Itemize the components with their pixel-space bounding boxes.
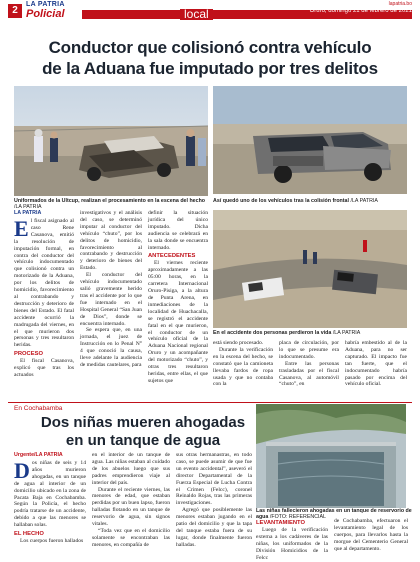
article1-paragraph: El fiscal Casanova, explicó que tras los actuados [14,358,74,379]
article2-column-4 [256,518,328,562]
article2-paragraph: de Cochabamba, efectuaron el levantamiento legal de los cuerpos, para llevarlos hasta la morgue del Cementerio General que al departamento. [334,518,408,552]
article1-paragraph: habría embestido al de la Aduana, para no ser capturado. El impacto fue tan fuerte, que el indocumentado habría pasado por encima del vehículo oficial. [345,340,407,388]
logo-bottom: Policial [26,8,65,20]
headline-secondary [30,414,256,450]
section-divider [8,402,412,403]
article1-column-5 [279,340,339,388]
article1-paragraph: definir la situación jurídica del único imputado. Dicha audiencia se celebrará en la sala donde se encuentra internado. [148,210,208,251]
article1-paragraph: placa de circulación, por lo que se presume era indocumentado. [279,340,339,360]
drop-cap: E [14,216,29,241]
drop-cap: D [14,458,30,483]
photo4-caption-text: Las niñas fallecieron ahogadas en un tanque de reservorio de agua [256,508,412,520]
article1-column-3 [148,210,208,385]
article2-paragraph: Durante el reciente viernes, las menores de edad, que estaban perdidas por un buen lapso, fueron halladas flotando en un tanque de reservorio de agua, sin signos vitales. [92,486,170,528]
photo-water-tank [256,404,406,512]
photo1-caption-text: Uniformados de la Ultcup, realizan el procesamiento en la escena del hecho [14,198,206,204]
article2-paragraph: Los cuerpos fueron hallados [20,538,84,545]
logo-top: LA PATRIA [26,1,65,8]
article1-col1-text: l fiscal asignado al caso Rene Casanova, emitió la resolución de imputación formal, en contra del conductor del vehículo indocumentado que colisionó contra un motorizado de la Aduana, por los delitos de homicidio, favorecimiento al contrabando y destrucción y deterioro de bienes del Estado. El fatal accidente ocurrió la madrugada del viernes, en el que murieron dos personas y tres resultaron heridas. [14,218,74,349]
headline2-line-2: en un tanque de agua [65,432,221,449]
section-label: local [180,9,213,20]
article2-paragraph: Luego de la verificación externa a los cadáveres de las niñas, los uniformados de la División Homicidios de la Felcc [256,527,328,561]
article2-paragraph: Agregó que posiblemente las menores estaban jugando en el patio del domicilio y que la tapa del tanque estaba fuera de su lugar, donde finalmente fueron halladas. [176,507,252,548]
article2-subhead-hecho: EL HECHO [14,531,44,538]
article1-paragraph [14,218,74,349]
article2-column-5 [334,518,408,553]
photo-damaged-vehicle [213,86,407,194]
article2-paragraph [14,460,86,529]
issue-date: Oruro, domingo 21 de febrero de 2021 [309,8,412,14]
article1-paragraph: El conductor del vehículo indocumentado salió gravemente herido tras el accidente por lo que fue internado en el Hospital General “San Juan de Dios”, donde se encuentra internado. [80,272,142,327]
article1-column-4 [213,340,273,388]
article2-kicker: En Cochabamba [14,405,63,412]
article1-paragraph: investigativos y el análisis del caso, se determinó imputar al conductor del vehículo “chuto”, por los delitos de homicidio, favorecimiento al contrabando y destrucción y deterioro de bienes del Estado. [80,210,142,272]
headline-line-2: de la Aduana fue imputado por tres delitos [42,59,378,78]
article2-byline: Urgente/LA PATRIA [14,452,63,458]
article1-paragraph: Durante la verificación en la escena del hecho, se constató que la camioneta llevaba fardos de ropa usada y que no contaba con la [213,346,273,388]
article2-subhead-levantamiento: LEVANTAMIENTO [256,520,305,526]
photo3-caption-text: En el accidente dos personas perdieron la vida [213,330,332,336]
article1-byline: LA PATRIA [14,210,42,216]
article2-paragraph: “Toda vez que en el domicilio solamente se encontraban las menores, en compañía de [92,527,170,548]
article1-paragraph: Se espera que, en una jornada, el juez de Instrucción en lo Penal N° 4 que conoció la causa, lleve adelante la audiencia de medidas cautelares, para [80,327,142,368]
photo2-caption [213,198,413,204]
article1-paragraph: está siendo procesado. [213,340,264,346]
photo1-caption [14,198,214,210]
photo2-caption-credit: /LA PATRIA [350,198,378,204]
article1-column-1 [14,218,74,379]
headline-main [10,37,410,79]
article2-column-3 [176,452,252,549]
photo3-caption [213,330,413,336]
article1-column-2 [80,210,142,369]
photo4-caption-credit: /FOTO: REFERENCIAL [269,514,326,520]
page-number: 2 [8,4,22,18]
article2-col1-text: os niñas de seis y 14 años murieron ahogadas, en un tanque de agua al interior de un domicilio ubicado en la zona de Pacata Baja en Cochabamba. Según la Policía, el hecho podría tratarse de un accidente, debido a que las menores se hallaban solas. [14,460,86,529]
publication-name: lapatria.bo [388,1,412,7]
photo1-caption-credit: /LA PATRIA [14,204,42,210]
photo-accident-aerial [213,210,407,328]
article2-paragraph: en el interior de un tanque de agua. Las niñas estaban al cuidado de los abuelos luego que sus padres emprendieron viaje al interior del país. [92,452,170,486]
headline-line-1: Conductor que colisionó contra vehículo [48,38,372,57]
article1-subhead-proceso: PROCESO [14,351,43,358]
article1-paragraph: Entre las personas trasladadas por el fiscal Casanova, al automóvil “chuto”, en [279,360,339,388]
photo-crash-scene [14,86,208,196]
photo2-caption-text: Así quedó uno de los vehículos tras la colisión frontal [213,198,349,204]
article2-paragraph: sus otras hermanastras, en todo caso, se puede asumir de que fue un evento accidental”, aseveró el director Departamental de la Fuerza Especial de Lucha Contra el Crimen (Felcc), coronel Reinaldo Rojas, tras las primeras investigaciones. [176,452,252,507]
article1-column-6 [345,340,407,388]
photo3-caption-credit: /LA PATRIA [332,330,361,336]
article2-column-1 [14,460,86,545]
article1-paragraph: El viernes reciente aproximadamente a las 05:00 horas, en la carretera Internacional Oruro-Pisiga, a la altura de Punta Arena, en inmediaciones de la localidad de Huachacalla, se registró el accidente fatal en el que murieron, el conductor de un vehículo oficial de la Aduana Nacional regional Oruro y un acompañante del motorizado “chuto”, y otras tres resultaron heridas, entre ellas, el que sujetos que [148,260,208,384]
headline2-line-1: Dos niñas mueren ahogadas [40,414,246,431]
article2-column-2 [92,452,170,549]
article1-subhead-antecedentes: ANTECEDENTES [148,253,196,260]
